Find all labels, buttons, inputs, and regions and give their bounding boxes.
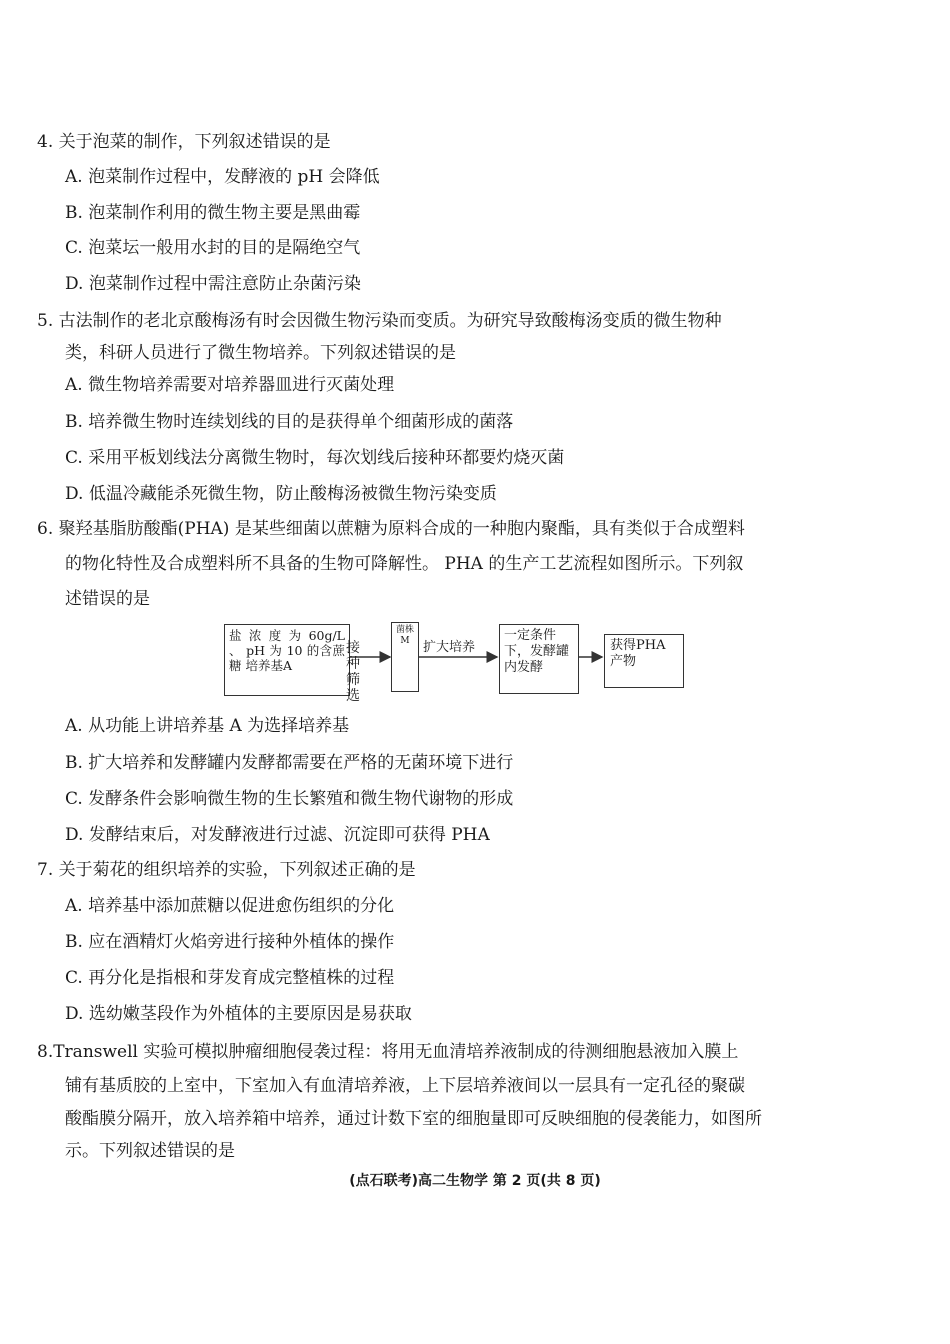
q4-option-a: A. 泡菜制作过程中，发酵液的 pH 会降低 <box>65 167 380 187</box>
q7-option-b: B. 应在酒精灯火焰旁进行接种外植体的操作 <box>65 932 395 952</box>
q8-stem-line-1: 8.Transwell 实验可模拟肿瘤细胞侵袭过程：将用无血清培养液制成的待测细胞悬液加入膜上 <box>37 1042 739 1062</box>
q5-stem-line-2: 类，科研人员进行了微生物培养。下列叙述错误的是 <box>65 343 456 363</box>
q4-option-d: D. 泡菜制作过程中需注意防止杂菌污染 <box>65 274 361 294</box>
q7-option-d: D. 选幼嫩茎段作为外植体的主要原因是易获取 <box>65 1004 412 1024</box>
flow-label-inoculate: 接种筛选 <box>346 640 360 704</box>
q4-stem: 4. 关于泡菜的制作，下列叙述错误的是 <box>37 132 331 152</box>
q5-option-a: A. 微生物培养需要对培养器皿进行灭菌处理 <box>65 375 395 395</box>
q6-option-a: A. 从功能上讲培养基 A 为选择培养基 <box>65 716 350 736</box>
page-footer: (点石联考)高二生物学 第 2 页(共 8 页) <box>349 1173 601 1189</box>
q6-stem-line-1: 6. 聚羟基脂肪酸酯(PHA) 是某些细菌以蔗糖为原料合成的一种胞内聚酯，具有类似于合成塑料 <box>37 519 745 539</box>
q7-option-c: C. 再分化是指根和芽发育成完整植株的过程 <box>65 968 395 988</box>
q4-option-b: B. 泡菜制作利用的微生物主要是黑曲霉 <box>65 203 361 223</box>
q4-option-c: C. 泡菜坛一般用水封的目的是隔绝空气 <box>65 238 361 258</box>
q6-stem-line-2: 的物化特性及合成塑料所不具备的生物可降解性。 PHA 的生产工艺流程如图所示。下列叙 <box>65 554 744 574</box>
q5-option-b: B. 培养微生物时连续划线的目的是获得单个细菌形成的菌落 <box>65 412 514 432</box>
q6-option-c: C. 发酵条件会影响微生物的生长繁殖和微生物代谢物的形成 <box>65 789 514 809</box>
q8-stem-line-4: 示。下列叙述错误的是 <box>65 1141 235 1161</box>
q6-option-b: B. 扩大培养和发酵罐内发酵都需要在严格的无菌环境下进行 <box>65 753 514 773</box>
q7-option-a: A. 培养基中添加蔗糖以促进愈伤组织的分化 <box>65 896 395 916</box>
q8-stem-line-3: 酸酯膜分隔开，放入培养箱中培养，通过计数下室的细胞量即可反映细胞的侵袭能力，如图所 <box>65 1109 762 1129</box>
q5-stem-line-1: 5. 古法制作的老北京酸梅汤有时会因微生物污染而变质。为研究导致酸梅汤变质的微生物种 <box>37 311 722 331</box>
q5-option-c: C. 采用平板划线法分离微生物时，每次划线后接种环都要灼烧灭菌 <box>65 448 565 468</box>
q7-stem: 7. 关于菊花的组织培养的实验，下列叙述正确的是 <box>37 860 416 880</box>
q6-stem-line-3: 述错误的是 <box>65 589 150 609</box>
flow-box-pha-product: 获得PHA产物 <box>604 634 684 688</box>
flow-label-expand: 扩大培养 <box>423 640 476 655</box>
q8-stem-line-2: 铺有基质胶的上室中，下室加入有血清培养液，上下层培养液间以一层具有一定孔径的聚碳 <box>65 1076 745 1096</box>
q5-option-d: D. 低温冷藏能杀死微生物，防止酸梅汤被微生物污染变质 <box>65 484 497 504</box>
flow-box-strain-m: 菌株M <box>391 622 419 692</box>
flow-box-fermentation: 一定条件下，发酵罐内发酵 <box>499 624 579 694</box>
flow-box-medium-a: 盐 浓 度 为 60g/L 、 pH 为 10 的含蔗 糖 培养基A <box>224 624 350 696</box>
q6-option-d: D. 发酵结束后，对发酵液进行过滤、沉淀即可获得 PHA <box>65 825 490 845</box>
